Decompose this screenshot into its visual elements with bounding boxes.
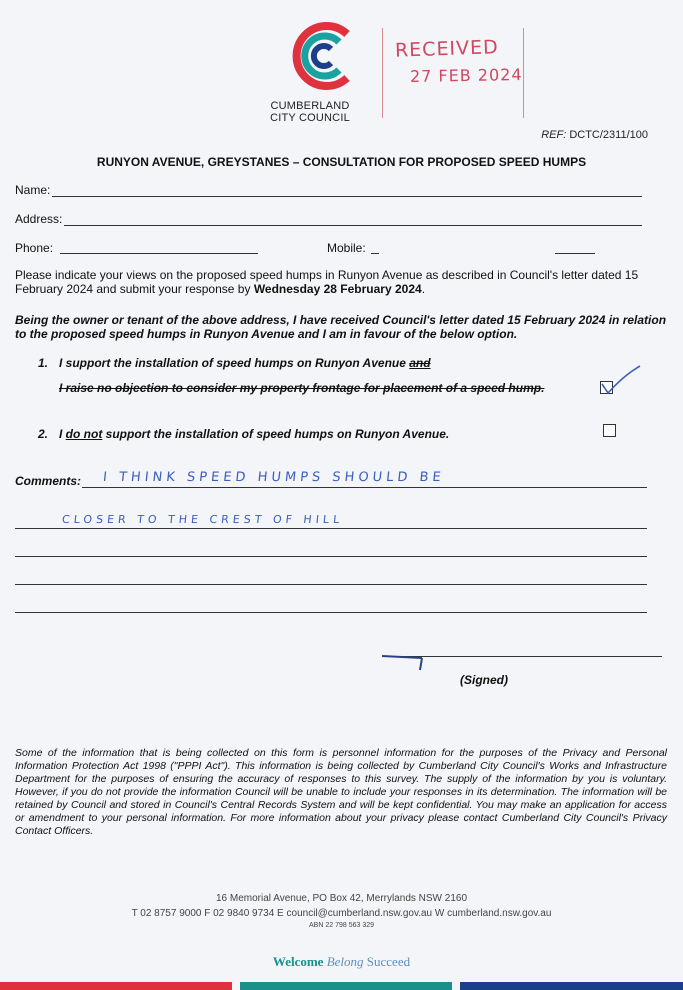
option-2-post: support the installation of speed humps on Runyon Avenue.	[102, 427, 450, 441]
tagline-belong: Belong	[326, 954, 364, 969]
option-2-do-not: do not	[65, 427, 103, 441]
tagline-welcome: Welcome	[272, 954, 324, 969]
mobile-label: Mobile:	[327, 241, 366, 255]
intro-end: .	[421, 282, 426, 296]
council-name-line2: CITY COUNCIL	[270, 112, 350, 124]
signature-mark-icon	[380, 648, 460, 674]
page-title: RUNYON AVENUE, GREYSTANES – CONSULTATION FOR PROPOSED SPEED HUMPS	[96, 155, 587, 169]
council-name	[250, 100, 370, 124]
option-2-number: 2.	[38, 427, 49, 441]
footer-bar-navy	[460, 982, 683, 990]
intro-text: Please indicate your views on the proposed speed humps in Runyon Avenue as described in Council's letter dated 15 February 2024 and submit your response by	[15, 268, 639, 296]
ref-value: DCTC/2311/100	[569, 129, 648, 141]
footer-abn: ABN 22 798 563 329	[309, 922, 374, 929]
option-2-text	[59, 427, 449, 441]
mobile-field-end	[555, 253, 595, 254]
comments-line-1[interactable]	[82, 487, 647, 488]
footer-tagline	[0, 954, 683, 970]
option-1-number: 1.	[38, 356, 49, 370]
name-field[interactable]	[52, 196, 642, 197]
address-label: Address:	[15, 212, 63, 226]
option-2-checkbox[interactable]	[603, 424, 616, 437]
council-name-line1: CUMBERLAND	[270, 100, 350, 112]
comments-handwriting-2: CLOSER TO THE CREST OF HILL	[61, 513, 344, 526]
option-1-and: and	[409, 356, 431, 370]
comments-line-2[interactable]	[15, 528, 647, 529]
tagline-succeed: Succeed	[366, 954, 411, 969]
council-logo-icon	[285, 14, 357, 98]
declaration-paragraph: Being the owner or tenant of the above address, I have received Council's letter dated 15 February 2024 in relation to the proposed speed humps in Runyon Avenue and I am in favour of the below option.	[15, 313, 667, 341]
name-label: Name:	[15, 183, 51, 197]
intro-paragraph	[15, 268, 667, 296]
address-field[interactable]	[64, 225, 642, 226]
intro-deadline: Wednesday 28 February 2024	[253, 282, 422, 296]
option-1-line2: I raise no objection to consider my property frontage for placement of a speed hump.	[59, 381, 545, 395]
phone-field[interactable]	[60, 253, 258, 254]
ref-label: REF:	[541, 129, 567, 141]
comments-line-4[interactable]	[15, 584, 647, 585]
comments-handwriting-1: I THINK SPEED HUMPS SHOULD BE	[102, 470, 446, 485]
phone-label: Phone:	[15, 241, 54, 255]
stamp-title: RECEIVED	[394, 36, 500, 62]
footer-contact: T 02 8757 9000 F 02 9840 9734 E council@cumberland.nsw.gov.au W cumberland.nsw.gov.au	[131, 908, 552, 919]
reference-number	[541, 129, 648, 141]
comments-line-3[interactable]	[15, 556, 647, 557]
privacy-notice: Some of the information that is being collected on this form is personnel information for the purposes of the Privacy and Personal Information Protection Act 1998 ("PPPI Act"). This information is being collected by Cumberland City Council's Works and Infrastructure Department for the purposes of ensuring the accuracy of responses to this survey. The supply of the information by you is voluntary. However, if you do not provide the information Council will be unable to include your responses in its determination. The information will be retained by Council and stored in Council's Central Records System and will be kept confidential. You may make an application for access or amendment to your personal information. For more information about your privacy please contact Cumberland City Council's Privacy Contact Officers.	[15, 747, 667, 837]
footer-bar-teal	[240, 982, 452, 990]
option-2-pre: I	[59, 427, 66, 441]
footer-address: 16 Memorial Avenue, PO Box 42, Merrylands NSW 2160	[215, 893, 468, 904]
stamp-date: 27 FEB 2024	[409, 65, 523, 86]
signed-label: (Signed)	[460, 673, 508, 687]
option-1-line1: I support the installation of speed humps on Runyon Avenue	[59, 356, 410, 370]
comments-line-5[interactable]	[15, 612, 647, 613]
comments-label: Comments:	[15, 474, 82, 488]
footer-bar-red	[0, 982, 232, 990]
mobile-field[interactable]	[371, 253, 379, 254]
option-1-text	[59, 356, 431, 370]
checkmark-icon	[596, 364, 644, 398]
